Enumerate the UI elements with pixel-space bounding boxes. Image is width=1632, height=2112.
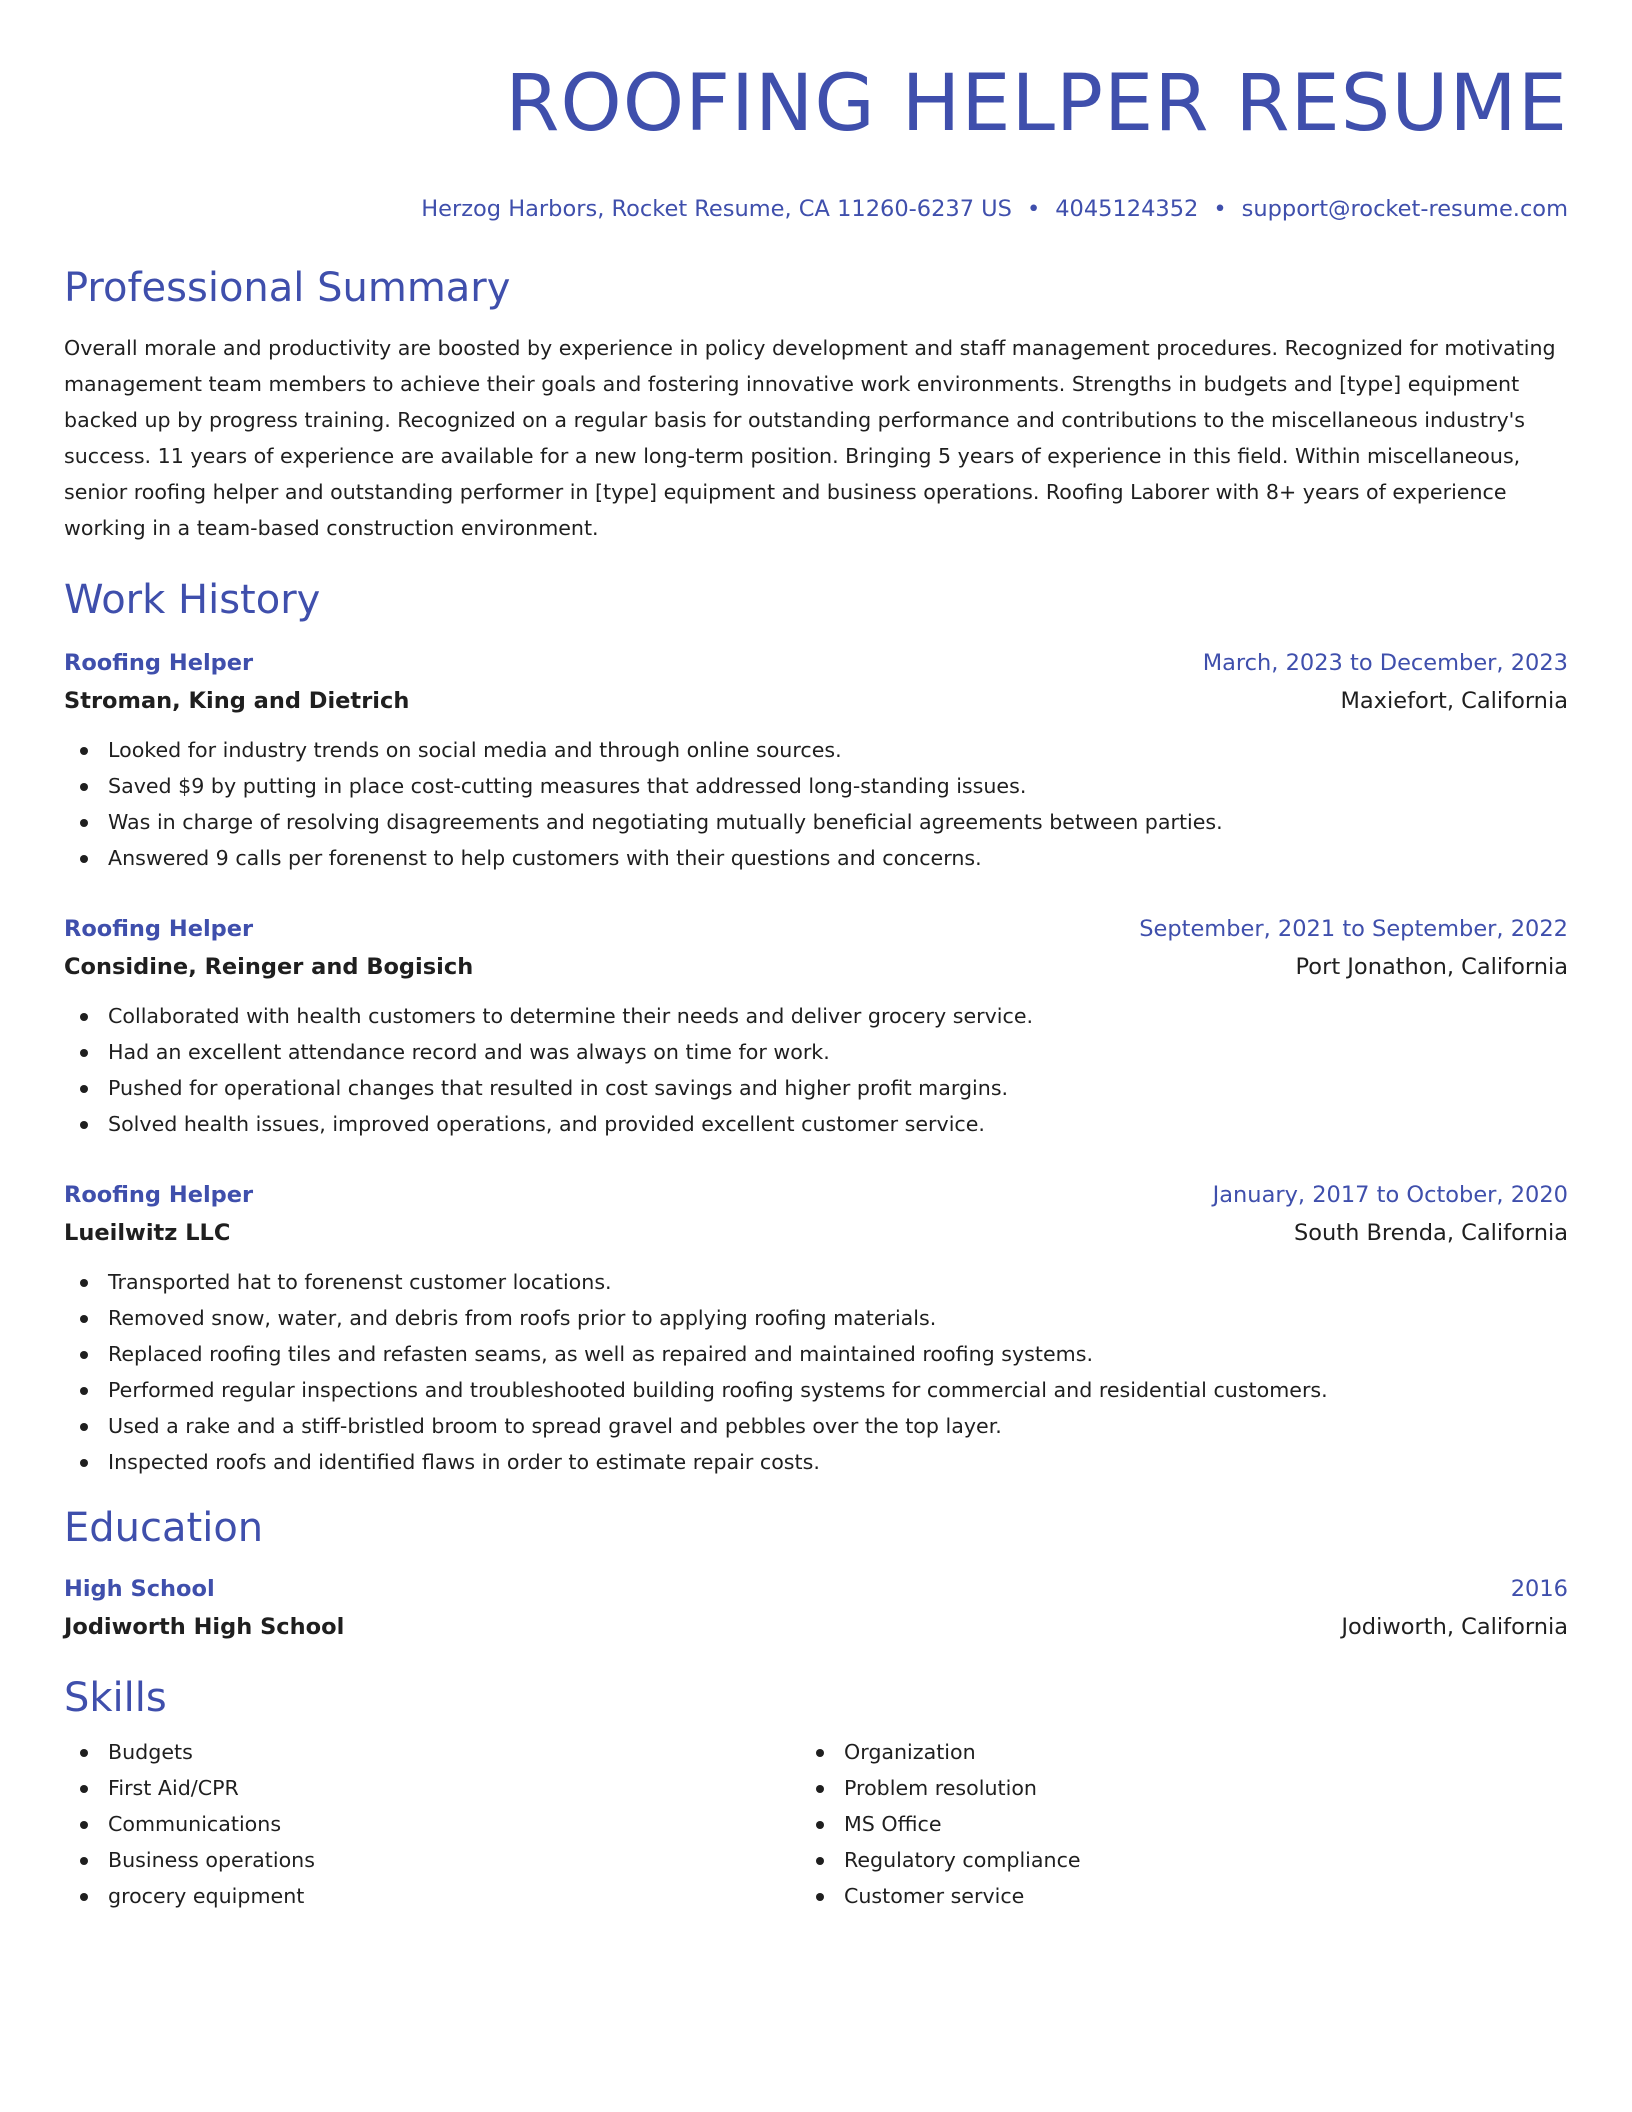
education-location: Jodiworth, California <box>1341 1614 1568 1640</box>
list-item <box>108 1806 800 1842</box>
duty-text: Looked for industry trends on social media and through online sources. <box>108 738 842 762</box>
job-dates: January, 2017 to October, 2020 <box>1212 1182 1568 1208</box>
resume-header <box>64 58 1568 224</box>
list-item <box>108 1878 800 1914</box>
list-item <box>108 1070 1568 1106</box>
list-item <box>108 1444 1568 1480</box>
list-item <box>108 1770 800 1806</box>
bullet-icon <box>80 1013 88 1021</box>
bullet-icon <box>80 1857 88 1865</box>
duty-text: Replaced roofing tiles and refasten seams, as well as repaired and maintained roofing systems. <box>108 1342 1093 1366</box>
bullet-icon <box>80 1821 88 1829</box>
duty-text: Used a rake and a stiff-bristled broom to spread gravel and pebbles over the top layer. <box>108 1414 1002 1438</box>
bullet-icon <box>80 1387 88 1395</box>
education-school: Jodiworth High School <box>64 1614 345 1640</box>
skill-text: Customer service <box>844 1884 1025 1908</box>
bullet-icon <box>816 1857 824 1865</box>
education-header-row <box>64 1570 1568 1608</box>
list-item <box>844 1734 1536 1770</box>
duty-text: Had an excellent attendance record and was always on time for work. <box>108 1040 830 1064</box>
list-item <box>108 1300 1568 1336</box>
contact-address: Herzog Harbors, Rocket Resume, CA 11260-6237 US <box>421 196 1012 222</box>
skill-text: Organization <box>844 1740 976 1764</box>
duty-text: Removed snow, water, and debris from roofs prior to applying roofing materials. <box>108 1306 937 1330</box>
contact-separator: • <box>1213 196 1227 222</box>
duty-text: Solved health issues, improved operations, and provided excellent customer service. <box>108 1112 985 1136</box>
duty-text: Performed regular inspections and troubleshooted building roofing systems for commercial and residential customers. <box>108 1378 1328 1402</box>
bullet-icon <box>816 1785 824 1793</box>
list-item <box>844 1842 1536 1878</box>
job-entry <box>64 1176 1568 1480</box>
list-item <box>108 1408 1568 1444</box>
job-header-row <box>64 1176 1568 1214</box>
job-company: Lueilwitz LLC <box>64 1220 231 1246</box>
document-title: ROOFING HELPER RESUME <box>505 59 1568 149</box>
job-duties-list <box>64 998 1568 1142</box>
job-header-row <box>64 910 1568 948</box>
list-item <box>108 998 1568 1034</box>
contact-line <box>64 194 1568 224</box>
bullet-icon <box>80 855 88 863</box>
list-item <box>108 732 1568 768</box>
skills-columns <box>64 1734 1568 1914</box>
job-dates: September, 2021 to September, 2022 <box>1139 916 1568 942</box>
list-item <box>108 768 1568 804</box>
list-item <box>844 1770 1536 1806</box>
duty-text: Collaborated with health customers to determine their needs and deliver grocery service. <box>108 1004 1034 1028</box>
duty-text: Inspected roofs and identified flaws in order to estimate repair costs. <box>108 1450 820 1474</box>
list-item <box>108 1106 1568 1142</box>
duty-text: Transported hat to forenenst customer locations. <box>108 1270 612 1294</box>
list-item <box>108 1372 1568 1408</box>
contact-phone: 4045124352 <box>1055 196 1199 222</box>
list-item <box>108 1264 1568 1300</box>
bullet-icon <box>80 1785 88 1793</box>
summary-heading: Professional Summary <box>64 265 511 311</box>
job-title: Roofing Helper <box>64 1182 254 1208</box>
skill-text: First Aid/CPR <box>108 1776 239 1800</box>
bullet-icon <box>80 819 88 827</box>
bullet-icon <box>80 747 88 755</box>
bullet-icon <box>80 1315 88 1323</box>
bullet-icon <box>80 1049 88 1057</box>
list-item <box>108 804 1568 840</box>
job-duties-list <box>64 1264 1568 1480</box>
job-duties-list <box>64 732 1568 876</box>
skills-list-left <box>64 1734 800 1914</box>
bullet-icon <box>80 1459 88 1467</box>
job-company: Considine, Reinger and Bogisich <box>64 954 474 980</box>
list-item <box>844 1806 1536 1842</box>
list-item <box>108 1842 800 1878</box>
skills-heading: Skills <box>64 1675 167 1721</box>
job-location: South Brenda, California <box>1293 1220 1568 1246</box>
education-year: 2016 <box>1510 1576 1568 1602</box>
work-history-heading: Work History <box>64 577 321 623</box>
bullet-icon <box>80 1351 88 1359</box>
bullet-icon <box>80 783 88 791</box>
job-entry <box>64 910 1568 1142</box>
bullet-icon <box>80 1749 88 1757</box>
duty-text: Was in charge of resolving disagreements and negotiating mutually beneficial agreements between parties. <box>108 810 1223 834</box>
contact-email: support@rocket-resume.com <box>1241 196 1568 222</box>
education-school-row <box>64 1608 1568 1646</box>
summary-text: Overall morale and productivity are boosted by experience in policy development and staff management procedures. Recognized for motivating management team members to achieve their goals and fostering innovative work environments. Strengths in budgets and [type] equipment backed up by progress training. Recognized on a regular basis for outstanding performance and contributions to the miscellaneous industry's success. 11 years of experience are available for a new long-term position. Bringing 5 years of experience in this field. Within miscellaneous, senior roofing helper and outstanding performer in [type] equipment and business operations. Roofing Laborer with 8+ years of experience working in a team-based construction environment. <box>64 336 1556 540</box>
list-item <box>844 1878 1536 1914</box>
duty-text: Answered 9 calls per forenenst to help customers with their questions and concerns. <box>108 846 982 870</box>
duty-text: Saved $9 by putting in place cost-cutting measures that addressed long-standing issues. <box>108 774 1027 798</box>
list-item <box>108 1336 1568 1372</box>
list-item <box>108 840 1568 876</box>
job-company-row <box>64 682 1568 720</box>
bullet-icon <box>80 1121 88 1129</box>
contact-separator: • <box>1026 196 1041 222</box>
bullet-icon <box>80 1893 88 1901</box>
job-title: Roofing Helper <box>64 650 254 676</box>
bullet-icon <box>816 1749 824 1757</box>
bullet-icon <box>816 1821 824 1829</box>
list-item <box>108 1034 1568 1070</box>
education-heading: Education <box>64 1505 264 1551</box>
education-degree: High School <box>64 1576 215 1602</box>
education-entry <box>64 1570 1568 1646</box>
skill-text: grocery equipment <box>108 1884 305 1908</box>
skills-list-right <box>800 1734 1536 1914</box>
job-location: Port Jonathon, California <box>1295 954 1568 980</box>
job-header-row <box>64 644 1568 682</box>
skill-text: Business operations <box>108 1848 315 1872</box>
job-title: Roofing Helper <box>64 916 254 942</box>
job-company-row <box>64 948 1568 986</box>
duty-text: Pushed for operational changes that resulted in cost savings and higher profit margins. <box>108 1076 1009 1100</box>
skill-text: Budgets <box>108 1740 193 1764</box>
bullet-icon <box>80 1279 88 1287</box>
skill-text: MS Office <box>844 1812 942 1836</box>
job-dates: March, 2023 to December, 2023 <box>1202 650 1568 676</box>
bullet-icon <box>80 1423 88 1431</box>
skill-text: Communications <box>108 1812 282 1836</box>
job-entry <box>64 644 1568 876</box>
job-company-row <box>64 1214 1568 1252</box>
list-item <box>108 1734 800 1770</box>
skill-text: Problem resolution <box>844 1776 1037 1800</box>
bullet-icon <box>80 1085 88 1093</box>
job-location: Maxiefort, California <box>1340 688 1568 714</box>
bullet-icon <box>816 1893 824 1901</box>
skill-text: Regulatory compliance <box>844 1848 1081 1872</box>
job-company: Stroman, King and Dietrich <box>64 688 410 714</box>
